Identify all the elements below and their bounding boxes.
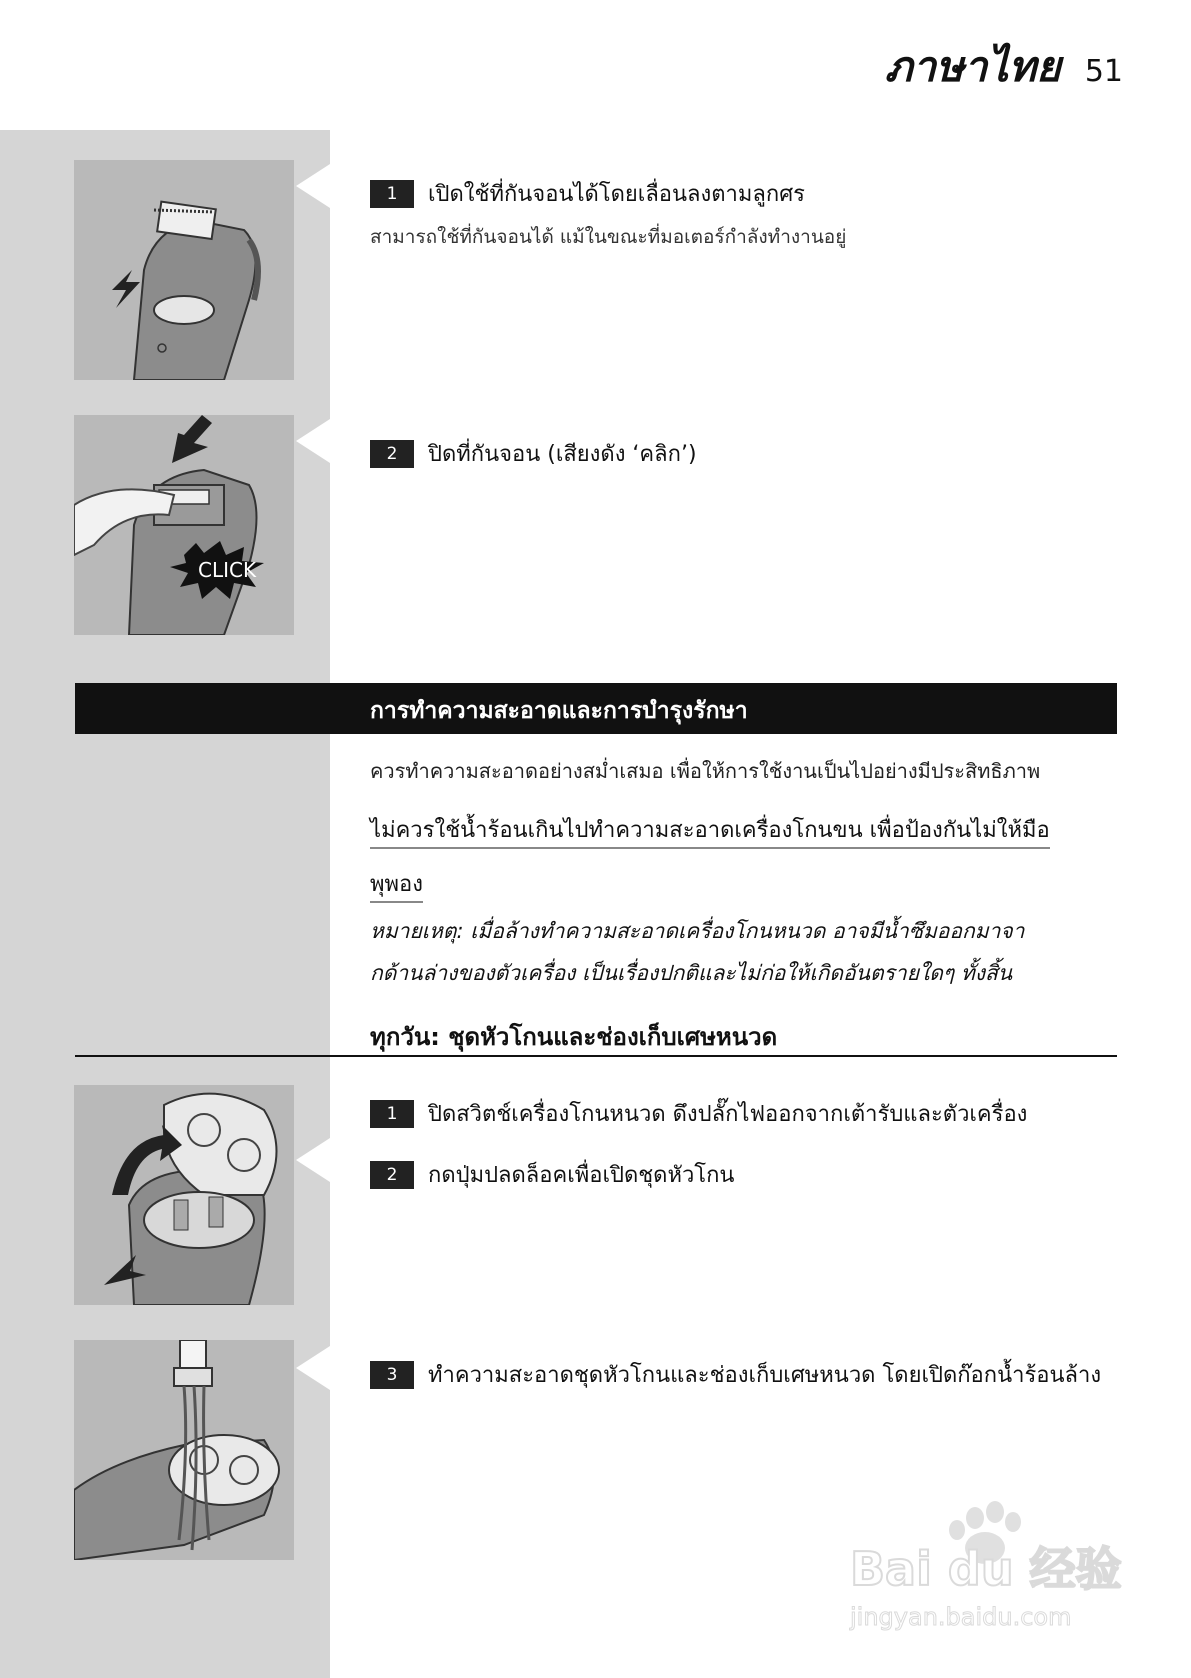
note-text: [370, 910, 1070, 994]
warning-line-1: ไม่ควรใช้น้ำร้อนเกินไปทำความสะอาดเครื่องโกนขน เพื่อป้องกันไม่ให้มือ: [370, 818, 1050, 849]
section-header-bar: [75, 683, 1117, 734]
trimmer-step-1: [370, 176, 805, 211]
step-text: ทำความสะอาดชุดหัวโกนและช่องเก็บเศษหนวด โดยเปิดก๊อกน้ำร้อนล้าง: [428, 1363, 1102, 1388]
step-number: 2: [370, 440, 414, 468]
unlock-head-figure: [74, 1085, 294, 1305]
step-number: 3: [370, 1361, 414, 1389]
daily-step-1: [370, 1096, 1027, 1131]
step-text: เปิดใช้ที่กันจอนได้โดยเลื่อนลงตามลูกศร: [428, 182, 805, 207]
page-number: 51: [1084, 54, 1123, 89]
trimmer-close-figure: [74, 415, 294, 635]
figure-pointer: [296, 419, 330, 463]
baidu-watermark: [845, 1500, 1125, 1640]
rinse-head-figure: [74, 1340, 294, 1560]
rinse-head-illustration: [74, 1340, 294, 1560]
note-line-2: กด้านล่างของตัวเครื่อง เป็นเรื่องปกติและไม่ก่อให้เกิดอันตรายใดๆ ทั้งสิ้น: [370, 961, 1013, 985]
watermark-url: jingyan.baidu.com: [850, 1603, 1072, 1631]
trimmer-open-figure: [74, 160, 294, 380]
step-text: กดปุ่มปลดล็อคเพื่อเปิดชุดหัวโกน: [428, 1163, 735, 1188]
step-number: 1: [370, 1100, 414, 1128]
step-number: 1: [370, 180, 414, 208]
daily-step-2: [370, 1157, 734, 1192]
daily-subheading: ทุกวัน: ชุดหัวโกนและช่องเก็บเศษหนวด: [370, 1023, 778, 1051]
step-text: ปิดสวิตช์เครื่องโกนหนวด ดึงปลั๊กไฟออกจากเต้ารับและตัวเครื่อง: [428, 1102, 1028, 1127]
trimmer-open-illustration: [74, 160, 294, 380]
trimmer-close-illustration: [74, 415, 294, 635]
warning-line-2: พุพอง: [370, 872, 423, 903]
note-line-1: หมายเหตุ: เมื่อล้างทำความสะอาดเครื่องโกนหนวด อาจมีน้ำซึมออกมาจา: [370, 919, 1025, 943]
language-title: ภาษาไทย: [884, 42, 1061, 91]
watermark-brand: Bai du 经验: [850, 1542, 1122, 1596]
section-divider: [75, 1055, 1117, 1057]
step-1-note: สามารถใช้ที่กันจอนได้ แม้ในขณะที่มอเตอร์กำลังทำงานอยู่: [370, 226, 847, 248]
figure-pointer: [296, 1346, 330, 1390]
trimmer-step-2: [370, 436, 697, 471]
section-title: การทำความสะอาดและการบำรุงรักษา: [370, 698, 748, 724]
figure-pointer: [296, 164, 330, 208]
intro-paragraph: ควรทำความสะอาดอย่างสม่ำเสมอ เพื่อให้การใช้งานเป็นไปอย่างมีประสิทธิภาพ: [370, 759, 1041, 783]
figure-pointer: [296, 1138, 330, 1182]
step-text: ปิดที่กันจอน (เสียงดัง ‘คลิก’): [428, 442, 697, 467]
unlock-head-illustration: [74, 1085, 294, 1305]
page-header: [885, 34, 1123, 100]
warning-text: [370, 804, 1080, 912]
step-number: 2: [370, 1161, 414, 1189]
click-caption: CLICK: [198, 558, 257, 582]
daily-step-3: [370, 1357, 1101, 1392]
